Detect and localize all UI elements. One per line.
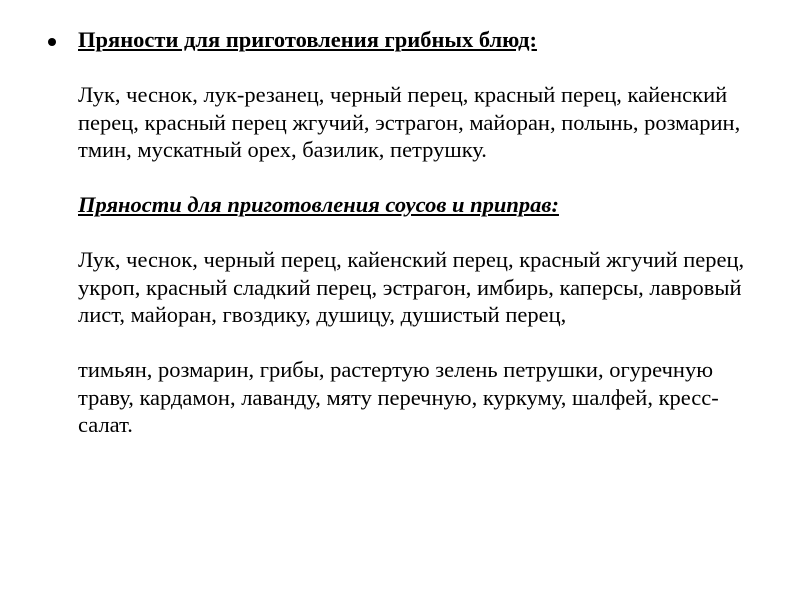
bullet-dot-icon (48, 38, 56, 46)
spacer (78, 54, 748, 82)
sauce-spices-text-1: Лук, чеснок, черный перец, кайенский перец, красный жгучий перец, укроп, красный сладкий перец, эстрагон, имбирь, каперсы, лавровый лист, майоран, гвоздику, душицу, душистый перец, (78, 247, 745, 327)
spacer (78, 219, 748, 247)
mushroom-spices-text: Лук, чеснок, лук-резанец, черный перец, красный перец, кайенский перец, красный перец жгучий, эстрагон, майоран, полынь, розмарин, тмин, мускатный орех, базилик, петрушку. (78, 82, 741, 162)
bullet-content (78, 26, 748, 439)
sauce-spices-heading: Пряности для приготовления соусов и приправ: (78, 192, 559, 217)
sauce-spices-text-2: тимьян, розмарин, грибы, растертую зелень петрушки, огуречную траву, кардамон, лаванду, мяту перечную, куркуму, шалфей, кресс-салат. (78, 357, 719, 437)
mushroom-spices-heading: Пряности для приготовления грибных блюд: (78, 27, 537, 52)
bullet-item (48, 26, 748, 439)
spacer (78, 164, 748, 192)
spacer (78, 329, 748, 357)
